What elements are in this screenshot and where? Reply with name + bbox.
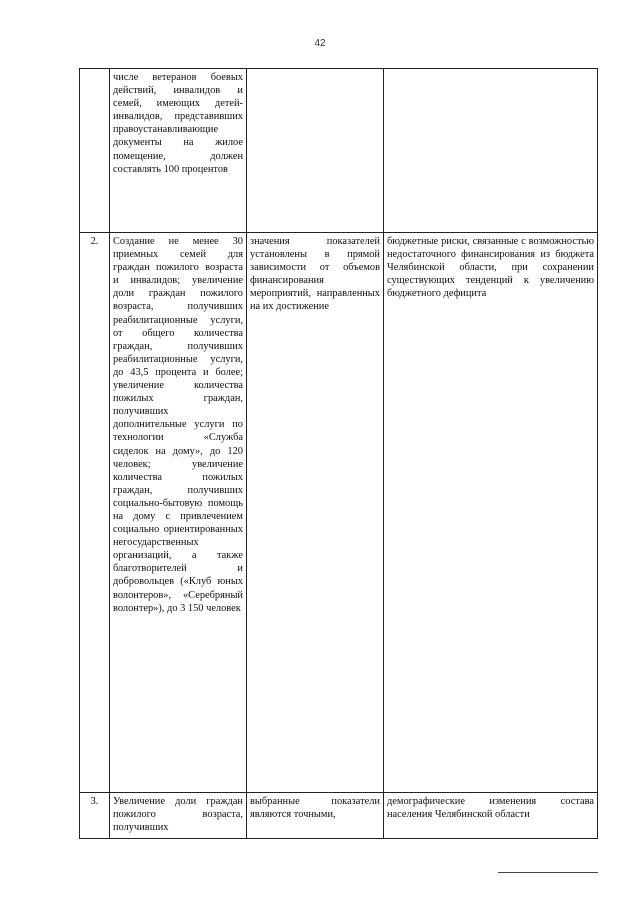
footnote-separator: [498, 872, 598, 873]
row-number: [80, 69, 110, 233]
row-number: 2.: [80, 233, 110, 793]
indicator-cell: Создание не менее 30 приемных семей для граждан пожилого возраста и инвалидов; увеличение доли граждан пожилого возраста, получивших реабилитационные услуги, от общего количества граждан, получивших реабилитационные услуги, до 43,5 процента и более; увеличение количества пожилых граждан, получивших дополнительные услуги по технологии «Служба сиделок на дому», до 120 человек; увеличение количества пожилых граждан, получивших социально-бытовую помощь на дому с привлечением социально ориентированных негосударственных организаций, а также благотворителей и добровольцев («Клуб юных волонтеров», «Серебряный волонтер»), до 3 150 человек: [110, 233, 247, 793]
page-number: 42: [314, 38, 326, 49]
document-table: [79, 68, 598, 839]
table-row: [80, 793, 598, 839]
table-row: [80, 69, 598, 233]
risk-cell: бюджетные риски, связанные с возможностью недостаточного финансирования из бюджета Челябинской области, при сохранении существующих тенденций к увеличению бюджетного дефицита: [384, 233, 598, 793]
table-row: [80, 233, 598, 793]
rationale-cell: выбранные показатели являются точными,: [247, 793, 384, 839]
row-number: 3.: [80, 793, 110, 839]
indicator-cell: Увеличение доли граждан пожилого возраста, получивших: [110, 793, 247, 839]
risk-cell: [384, 69, 598, 233]
risk-cell: демографические изменения состава населения Челябинской области: [384, 793, 598, 839]
rationale-cell: значения показателей установлены в прямой зависимости от объемов финансирования мероприятий, направленных на их достижение: [247, 233, 384, 793]
rationale-cell: [247, 69, 384, 233]
indicator-cell: числе ветеранов боевых действий, инвалидов и семей, имеющих детей-инвалидов, представивших правоустанавливающие документы на жилое помещение, должен составлять 100 процентов: [110, 69, 247, 233]
